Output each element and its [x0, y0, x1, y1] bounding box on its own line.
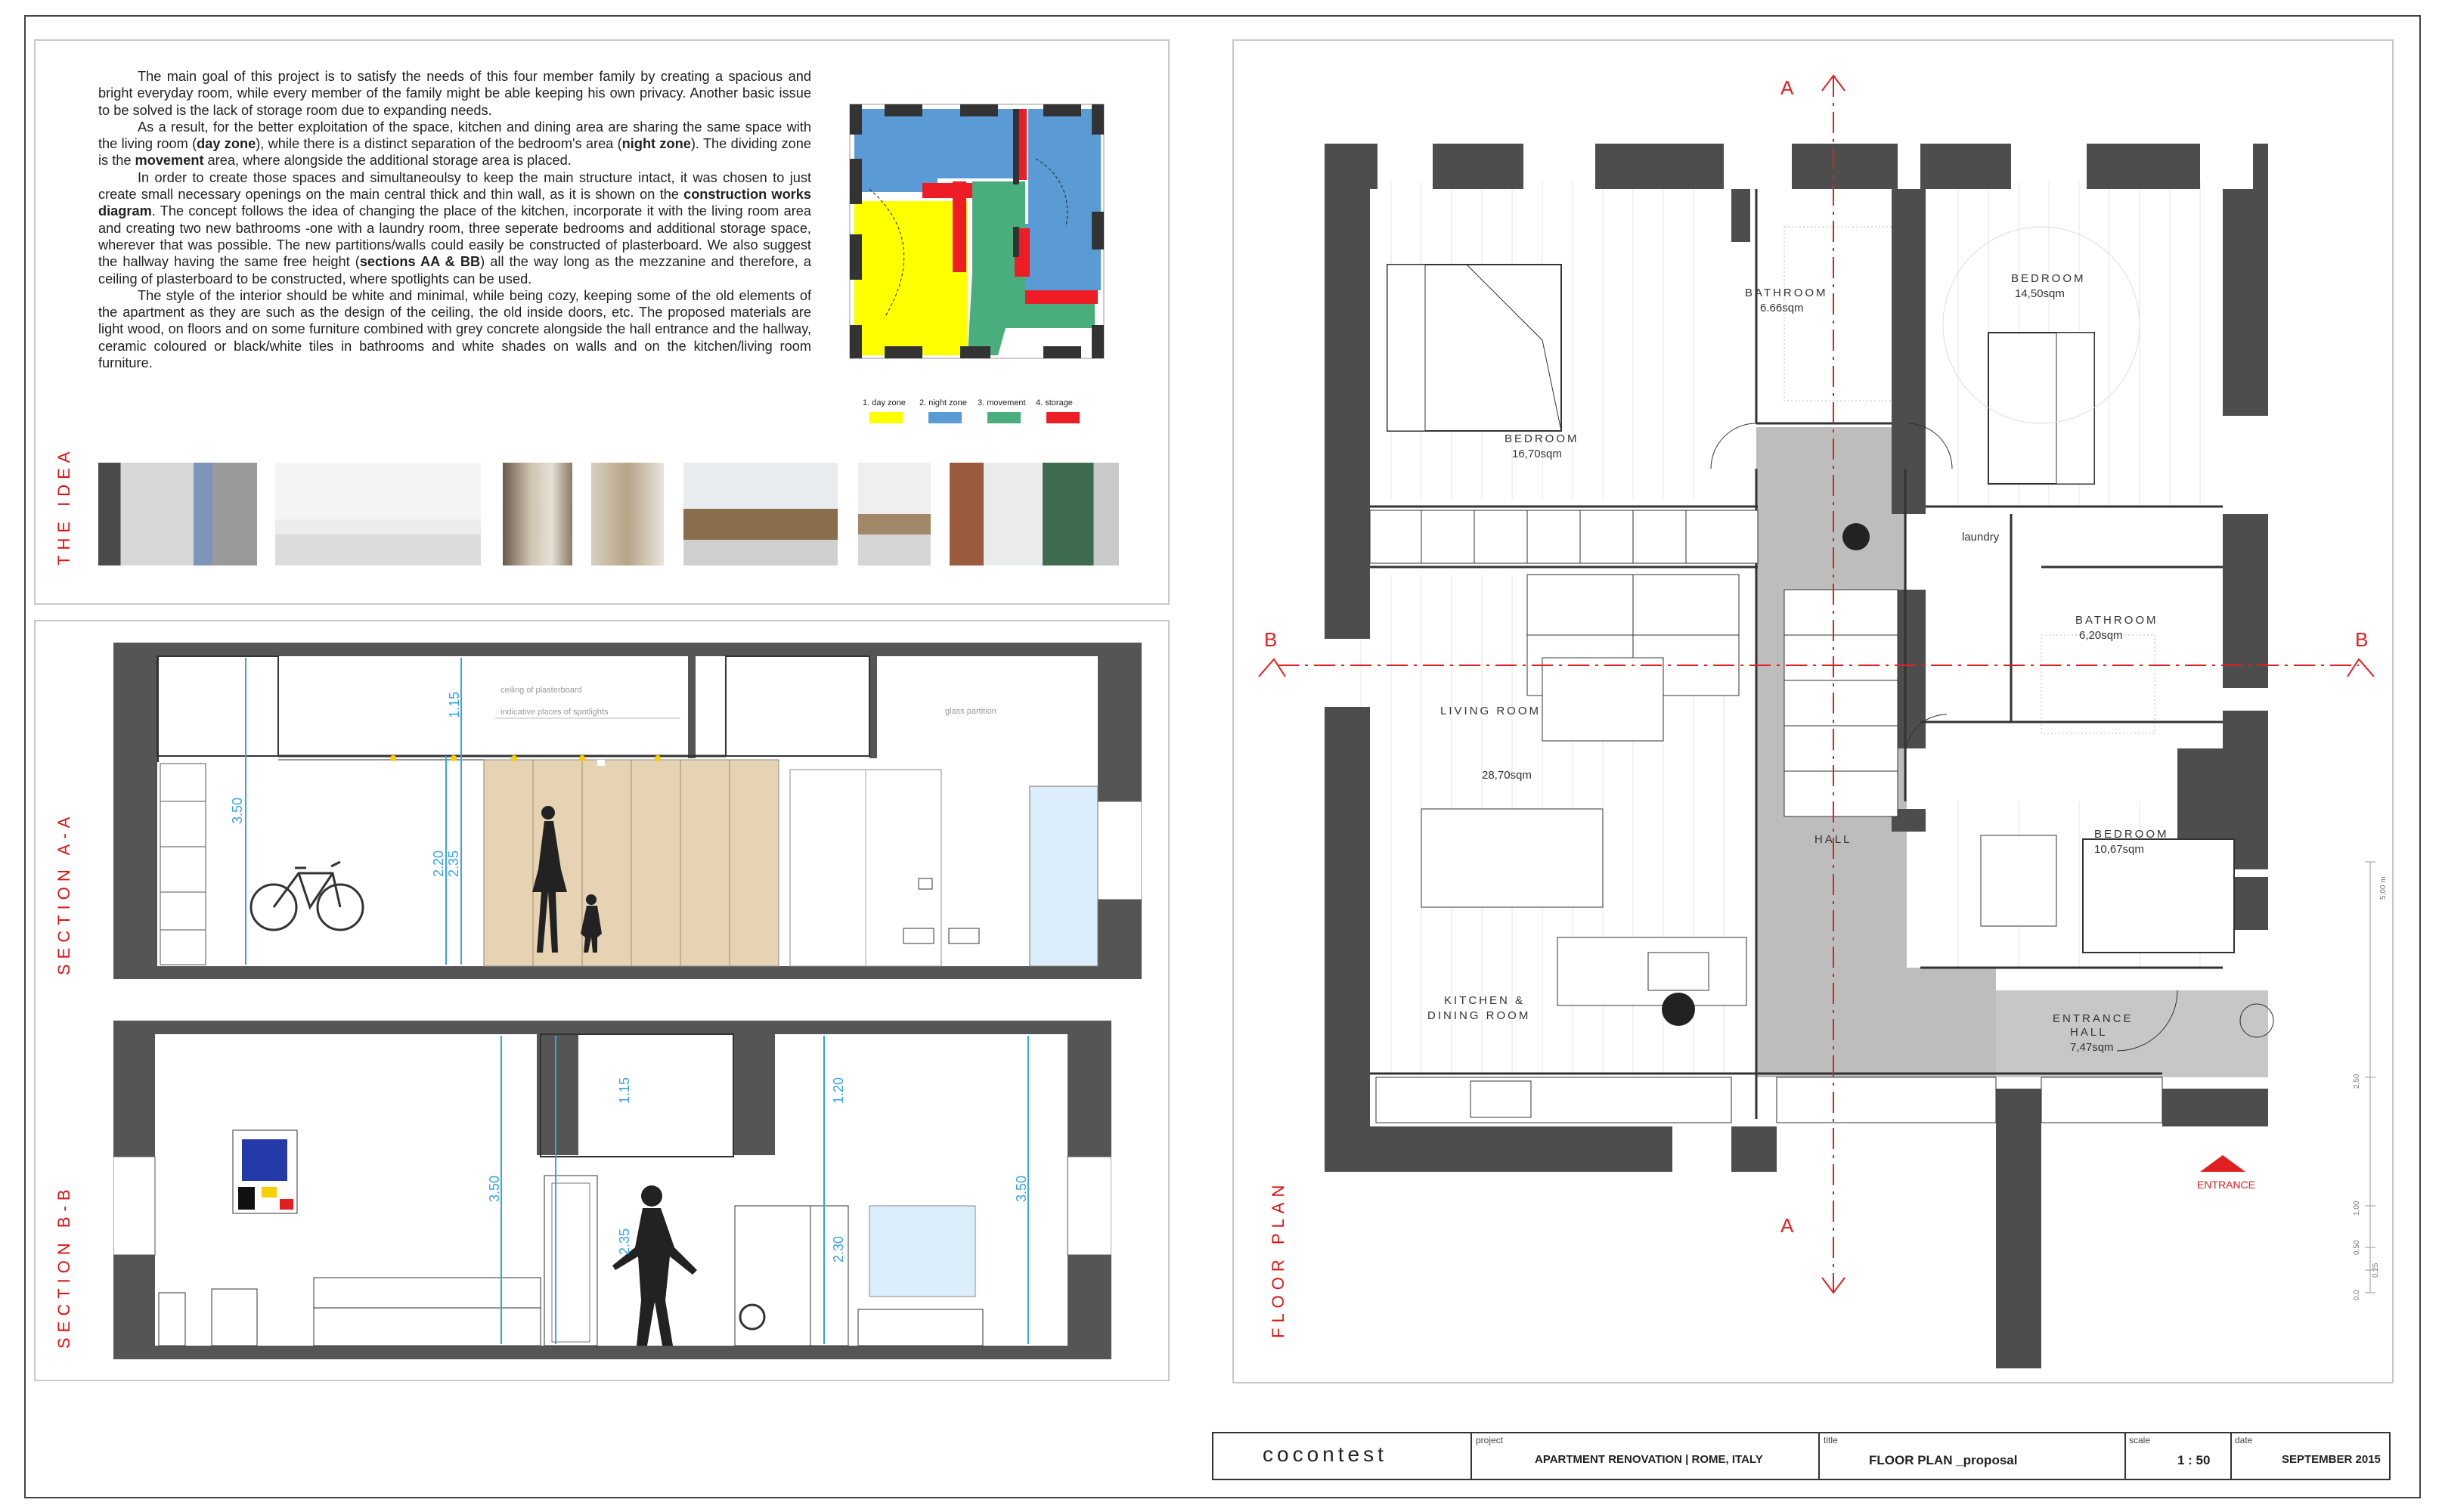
- spotlight-note: indicative places of spotlights: [500, 708, 609, 717]
- section-bb-label: SECTION B-B: [54, 1184, 73, 1349]
- zone-legend-label-4: 4. storage: [1036, 398, 1073, 407]
- section-aa-label: SECTION A-A: [54, 811, 73, 975]
- title-block: [1212, 1432, 2391, 1480]
- day-zone-block: [854, 201, 968, 355]
- idea-paragraph-1: The main goal of this project is to satisfy the needs of this four member family by creating a spacious and bright everyday room, while every member of the family might be able keeping his own privacy. Another basic issue to be solved is the lack of storage room due to expanding needs.: [98, 69, 811, 118]
- person-top-view-icon: [1662, 993, 1695, 1026]
- scale-tick-1: 5,00 m: [2379, 876, 2388, 900]
- idea-text: [98, 68, 811, 371]
- storage-swatch: [1046, 412, 1080, 423]
- zone-legend-label-1: 1. day zone: [863, 398, 906, 407]
- cut-b-right: B: [2355, 628, 2369, 651]
- room-name-entrance-hall-2: HALL: [2070, 1026, 2108, 1039]
- room-area-entrance-hall: 7,47sqm: [2070, 1041, 2114, 1054]
- floor-plan-drawing: [1240, 45, 2389, 1376]
- ceiling-note: ceiling of plasterboard: [500, 686, 582, 695]
- scale-tick-6: 0.0: [2353, 1290, 2361, 1300]
- project-label: project: [1476, 1435, 1504, 1445]
- reference-photo-5: [683, 463, 838, 565]
- section-bb-dim-6: 3.50: [1014, 1175, 1029, 1202]
- room-name-bedroom-2: BEDROOM: [2011, 272, 2086, 285]
- room-area-bathroom-1: 6.66sqm: [1760, 302, 1804, 314]
- reference-photo-7: [950, 463, 1119, 565]
- night-zone-swatch: [928, 412, 962, 423]
- title-label: title: [1824, 1435, 1838, 1445]
- reference-photo-2: [275, 463, 481, 565]
- project-value: APARTMENT RENOVATION | ROME, ITALY: [1535, 1453, 1763, 1466]
- day-zone-swatch: [869, 412, 903, 423]
- cut-a-bottom: A: [1780, 1214, 1794, 1237]
- room-area-living: 28,70sqm: [1482, 769, 1532, 782]
- zoning-diagram: [839, 76, 1149, 386]
- section-aa-dim-4: 2.35: [446, 850, 461, 877]
- room-name-bedroom-1: BEDROOM: [1505, 432, 1579, 445]
- title-value: FLOOR PLAN _proposal: [1869, 1453, 2018, 1467]
- movement-swatch: [987, 412, 1021, 423]
- entrance-label: ENTRANCE: [2197, 1179, 2256, 1191]
- reference-photo-1: [98, 463, 257, 565]
- person-silhouette-icon: [612, 1185, 697, 1346]
- cut-a-top: A: [1780, 76, 1794, 99]
- section-aa-dim-2: 1.15: [447, 691, 462, 718]
- scale-tick-2: 2,50: [2353, 1074, 2361, 1089]
- section-bb-dim-1: 3.50: [487, 1175, 502, 1202]
- room-name-living: LIVING ROOM: [1440, 705, 1542, 717]
- brand-name: cocontest: [1263, 1442, 1387, 1466]
- scale-bar: [2365, 862, 2375, 1293]
- floor-plan-label: FLOOR PLAN: [1269, 1179, 1288, 1338]
- cut-b-left: B: [1264, 628, 1278, 651]
- scale-tick-3: 1,00: [2353, 1201, 2361, 1216]
- zone-legend-label-3: 3. movement: [978, 398, 1026, 407]
- zone-legend-label-2: 2. night zone: [919, 398, 967, 407]
- idea-label: THE IDEA: [54, 446, 73, 565]
- date-value: SEPTEMBER 2015: [2282, 1453, 2381, 1466]
- reference-photo-6: [858, 463, 931, 565]
- idea-paragraph-3: In order to create those spaces and simultaneoulsy to keep the main structure intact, it was chosen to just create small necessary openings on the main central thick and thin wall, as it is shown on the construction works diagram. The concept follows the idea of changing the place of the kitchen, incorporate it with the living room area and creating two new bathrooms -one with a laundry room, three seperate bedrooms and additional storage space, wherever that was possible. The new partitions/walls could easily be constructed of plasterboard. We also suggest the hallway having the same free height (sections AA & BB) all the way long as the mezzanine and therefore, a ceiling of plasterboard to be constructed, where spotlights can be used.: [98, 169, 811, 287]
- room-name-entrance-hall: ENTRANCE: [2053, 1012, 2134, 1025]
- room-name-bedroom-3: BEDROOM: [2094, 828, 2169, 841]
- room-name-bathroom-2: BATHROOM: [2075, 614, 2158, 627]
- section-bb-dim-3: 2.35: [617, 1228, 632, 1255]
- room-name-kitchen: KITCHEN &: [1444, 994, 1526, 1007]
- section-bb-dim-5: 2.30: [831, 1235, 846, 1263]
- scale-value: 1 : 50: [2177, 1453, 2211, 1467]
- room-area-bedroom-3: 10,67sqm: [2094, 843, 2144, 856]
- reference-photo-3: [503, 463, 572, 565]
- section-bb-drawing: [113, 1021, 1111, 1361]
- idea-paragraph-4: The style of the interior should be white and minimal, while being cozy, keeping some of the old elements of the apartment as they are such as the design of the ceiling, the old inside doors, etc. The proposed materials are light wood, on floors and on some furniture combined with grey concrete alongside the hall entrance and the hallway, ceramic coloured or black/white tiles in bathrooms and white shades on walls and on the kitchen/living room furniture.: [98, 287, 811, 371]
- bicycle-icon: [251, 862, 363, 930]
- section-aa-dim-1: 3.50: [230, 797, 245, 824]
- scale-label: scale: [2129, 1435, 2151, 1445]
- room-name-laundry: laundry: [1962, 531, 2000, 544]
- scale-tick-4: 0,50: [2353, 1240, 2361, 1255]
- section-aa-drawing: [113, 643, 1142, 983]
- glass-partition-note: glass partition: [945, 707, 996, 716]
- scale-tick-5: 0,25: [2372, 1263, 2380, 1278]
- room-name-dining: DINING ROOM: [1427, 1009, 1531, 1022]
- room-name-hall: HALL: [1814, 833, 1852, 846]
- idea-paragraph-2: As a result, for the better exploitation of the space, kitchen and dining area are sharing the same space with the living room (day zone), while there is a distinct separation of the bedroom's area (night zone). The dividing zone is the movement area, where alongside the additional storage area is placed.: [98, 119, 812, 169]
- room-area-bedroom-2: 14,50sqm: [2015, 287, 2065, 300]
- room-area-bedroom-1: 16,70sqm: [1512, 448, 1562, 460]
- reference-photo-4: [591, 463, 664, 565]
- section-aa-dim-3: 2.20: [431, 850, 446, 877]
- night-zone-block: [854, 109, 937, 192]
- section-bb-dim-4: 1.20: [831, 1077, 846, 1104]
- room-area-bathroom-2: 6,20sqm: [2079, 629, 2123, 642]
- date-label: date: [2235, 1435, 2253, 1445]
- room-name-bathroom-1: BATHROOM: [1745, 287, 1828, 299]
- section-bb-dim-2: 1.15: [617, 1077, 632, 1104]
